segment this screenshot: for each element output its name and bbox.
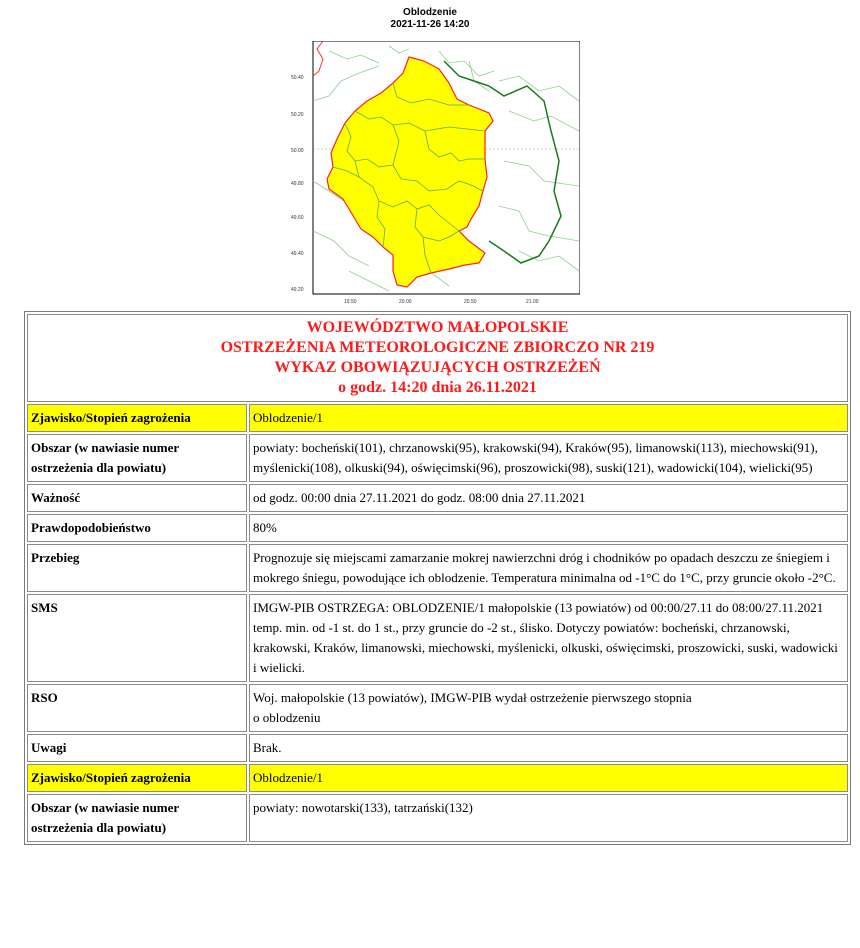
lon-tick: 20.00 xyxy=(399,299,412,305)
table-row xyxy=(27,794,848,842)
lon-tick: 20.50 xyxy=(464,299,477,305)
row-label: Uwagi xyxy=(27,734,247,762)
lat-tick: 49.80 xyxy=(291,181,304,187)
row-value: Brak. xyxy=(249,734,848,762)
row-value-line: o oblodzeniu xyxy=(253,710,321,725)
table-row xyxy=(27,684,848,732)
map-title: Oblodzenie xyxy=(403,7,457,18)
map-timestamp: 2021-11-26 14:20 xyxy=(390,19,470,30)
warning-map xyxy=(289,41,580,306)
row-value: Prognozuje się miejscami zamarzanie mokrej nawierzchni dróg i chodników po opadach deszczu ze śniegiem i mokrego śniegu, powodujące ich oblodzenie. Temperatura minimalna od -1°C do 1°C, przy gruncie około -2°C. xyxy=(249,544,848,592)
row-value: 80% xyxy=(249,514,848,542)
table-header xyxy=(27,314,848,402)
table-row xyxy=(27,594,848,682)
lat-ticks xyxy=(291,75,304,293)
row-label: Zjawisko/Stopień zagrożenia xyxy=(27,764,247,792)
row-value xyxy=(249,684,848,732)
lat-tick: 50.40 xyxy=(291,75,304,81)
row-label: Ważność xyxy=(27,484,247,512)
map-title-block xyxy=(0,7,860,31)
row-value: powiaty: nowotarski(133), tatrzański(132) xyxy=(249,794,848,842)
lon-ticks xyxy=(344,299,539,305)
header-line-1: WOJEWÓDZTWO MAŁOPOLSKIE xyxy=(306,319,569,336)
row-value: od godz. 00:00 dnia 27.11.2021 do godz. 08:00 dnia 27.11.2021 xyxy=(249,484,848,512)
row-label: Obszar (w nawiasie numer ostrzeżenia dla powiatu) xyxy=(27,794,247,842)
lat-tick: 50.00 xyxy=(291,148,304,154)
row-label: Przebieg xyxy=(27,544,247,592)
row-value: Oblodzenie/1 xyxy=(249,764,848,792)
row-value-line: Woj. małopolskie (13 powiatów), IMGW-PIB wydał ostrzeżenie pierwszego stopnia xyxy=(253,690,692,705)
row-value: IMGW-PIB OSTRZEGA: OBLODZENIE/1 małopolskie (13 powiatów) od 00:00/27.11 do 08:00/27.11.2021 temp. min. od -1 st. do 1 st., przy gruncie do -2 st., ślisko. Dotyczy powiatów: bocheński, chrzanowski, krakowski, Kraków, limanowski, miechowski, myślenicki, olkuski, oświęcimski, proszowicki, suski, wadowicki i wielicki. xyxy=(249,594,848,682)
lat-tick: 50.20 xyxy=(291,112,304,118)
lon-tick: 19.50 xyxy=(344,299,357,305)
row-value: Oblodzenie/1 xyxy=(249,404,848,432)
table-row xyxy=(27,434,848,482)
row-value: powiaty: bocheński(101), chrzanowski(95), krakowski(94), Kraków(95), limanowski(113), miechowski(91), myślenicki(108), olkuski(94), oświęcimski(96), proszowicki(98), suski(121), wadowicki(104), wielicki(95) xyxy=(249,434,848,482)
row-label: Obszar (w nawiasie numer ostrzeżenia dla powiatu) xyxy=(27,434,247,482)
header-line-2: OSTRZEŻENIA METEOROLOGICZNE ZBIORCZO NR 219 xyxy=(220,339,655,356)
row-label: Zjawisko/Stopień zagrożenia xyxy=(27,404,247,432)
table-row xyxy=(27,544,848,592)
lon-tick: 21.00 xyxy=(526,299,539,305)
table-row xyxy=(27,404,848,432)
table-row xyxy=(27,484,848,512)
warnings-table xyxy=(24,311,851,845)
table-row xyxy=(27,734,848,762)
lat-tick: 49.60 xyxy=(291,215,304,221)
header-line-4: o godz. 14:20 dnia 26.11.2021 xyxy=(338,379,537,396)
row-label: RSO xyxy=(27,684,247,732)
header-line-3: WYKAZ OBOWIĄZUJĄCYCH OSTRZEŻEŃ xyxy=(274,359,601,376)
row-label: Prawdopodobieństwo xyxy=(27,514,247,542)
map-svg xyxy=(289,41,580,306)
table-header-row xyxy=(27,314,848,402)
row-label: SMS xyxy=(27,594,247,682)
lat-tick: 49.40 xyxy=(291,251,304,257)
table-row xyxy=(27,764,848,792)
lat-tick: 49.20 xyxy=(291,287,304,293)
table-row xyxy=(27,514,848,542)
